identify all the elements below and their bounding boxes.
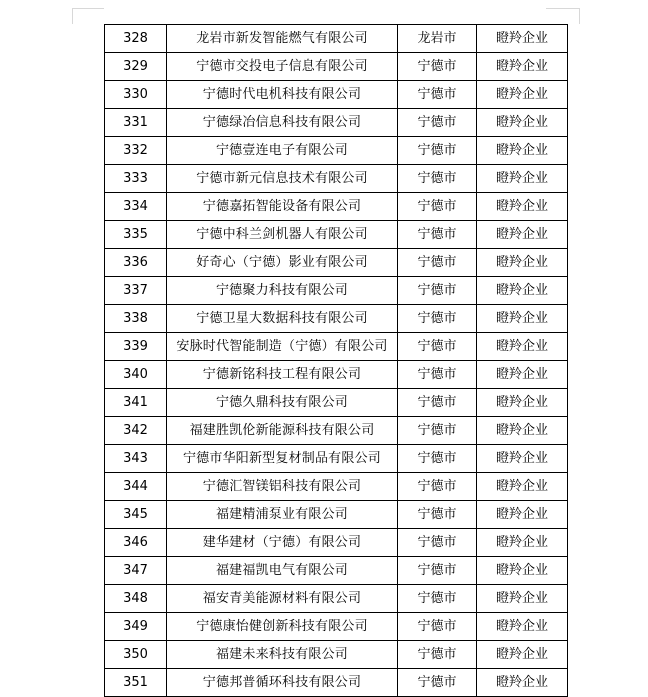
cell-city: 宁德市 <box>398 417 477 445</box>
table-row <box>105 389 568 417</box>
cell-index: 331 <box>105 109 167 137</box>
cell-category: 瞪羚企业 <box>477 473 568 501</box>
cell-category: 瞪羚企业 <box>477 81 568 109</box>
table-row <box>105 193 568 221</box>
company-list-table-body <box>105 25 568 697</box>
table-row <box>105 361 568 389</box>
cell-city: 龙岩市 <box>398 25 477 53</box>
table-row <box>105 529 568 557</box>
cell-category: 瞪羚企业 <box>477 221 568 249</box>
cell-category: 瞪羚企业 <box>477 641 568 669</box>
cell-company-name: 宁德邦普循环科技有限公司 <box>167 669 398 697</box>
cell-index: 350 <box>105 641 167 669</box>
table-row <box>105 25 568 53</box>
table-row <box>105 613 568 641</box>
cell-index: 344 <box>105 473 167 501</box>
cell-index: 342 <box>105 417 167 445</box>
company-list-table-container <box>104 24 568 697</box>
cell-company-name: 宁德壹连电子有限公司 <box>167 137 398 165</box>
cell-company-name: 宁德嘉拓智能设备有限公司 <box>167 193 398 221</box>
cell-company-name: 好奇心（宁德）影业有限公司 <box>167 249 398 277</box>
cell-index: 332 <box>105 137 167 165</box>
table-row <box>105 585 568 613</box>
cell-index: 333 <box>105 165 167 193</box>
cell-category: 瞪羚企业 <box>477 445 568 473</box>
cell-city: 宁德市 <box>398 333 477 361</box>
cell-index: 349 <box>105 613 167 641</box>
cell-company-name: 福建精浦泵业有限公司 <box>167 501 398 529</box>
cell-city: 宁德市 <box>398 445 477 473</box>
cell-company-name: 安脉时代智能制造（宁德）有限公司 <box>167 333 398 361</box>
cell-category: 瞪羚企业 <box>477 501 568 529</box>
cell-city: 宁德市 <box>398 109 477 137</box>
page-margin-guide-top-right-vertical <box>579 8 580 24</box>
cell-index: 351 <box>105 669 167 697</box>
cell-category: 瞪羚企业 <box>477 109 568 137</box>
cell-category: 瞪羚企业 <box>477 25 568 53</box>
cell-city: 宁德市 <box>398 305 477 333</box>
table-row <box>105 109 568 137</box>
cell-city: 宁德市 <box>398 249 477 277</box>
table-row <box>105 277 568 305</box>
cell-index: 338 <box>105 305 167 333</box>
cell-city: 宁德市 <box>398 669 477 697</box>
cell-company-name: 宁德卫星大数据科技有限公司 <box>167 305 398 333</box>
cell-category: 瞪羚企业 <box>477 417 568 445</box>
cell-company-name: 福建福凯电气有限公司 <box>167 557 398 585</box>
cell-category: 瞪羚企业 <box>477 165 568 193</box>
cell-city: 宁德市 <box>398 137 477 165</box>
cell-category: 瞪羚企业 <box>477 389 568 417</box>
cell-city: 宁德市 <box>398 165 477 193</box>
cell-category: 瞪羚企业 <box>477 249 568 277</box>
cell-company-name: 宁德市交投电子信息有限公司 <box>167 53 398 81</box>
cell-category: 瞪羚企业 <box>477 53 568 81</box>
table-row <box>105 249 568 277</box>
cell-index: 346 <box>105 529 167 557</box>
cell-index: 347 <box>105 557 167 585</box>
cell-city: 宁德市 <box>398 557 477 585</box>
cell-index: 330 <box>105 81 167 109</box>
cell-company-name: 宁德新铭科技工程有限公司 <box>167 361 398 389</box>
cell-index: 335 <box>105 221 167 249</box>
cell-category: 瞪羚企业 <box>477 305 568 333</box>
cell-category: 瞪羚企业 <box>477 557 568 585</box>
cell-index: 339 <box>105 333 167 361</box>
table-row <box>105 333 568 361</box>
cell-company-name: 宁德中科兰剑机器人有限公司 <box>167 221 398 249</box>
cell-city: 宁德市 <box>398 473 477 501</box>
cell-index: 341 <box>105 389 167 417</box>
table-row <box>105 445 568 473</box>
cell-index: 348 <box>105 585 167 613</box>
cell-city: 宁德市 <box>398 389 477 417</box>
cell-city: 宁德市 <box>398 221 477 249</box>
table-row <box>105 165 568 193</box>
cell-city: 宁德市 <box>398 501 477 529</box>
cell-city: 宁德市 <box>398 81 477 109</box>
cell-company-name: 宁德康怡健创新科技有限公司 <box>167 613 398 641</box>
cell-category: 瞪羚企业 <box>477 585 568 613</box>
cell-company-name: 宁德汇智镁铝科技有限公司 <box>167 473 398 501</box>
cell-category: 瞪羚企业 <box>477 669 568 697</box>
cell-city: 宁德市 <box>398 361 477 389</box>
cell-index: 340 <box>105 361 167 389</box>
cell-company-name: 宁德聚力科技有限公司 <box>167 277 398 305</box>
cell-company-name: 宁德绿冶信息科技有限公司 <box>167 109 398 137</box>
cell-company-name: 宁德市新元信息技术有限公司 <box>167 165 398 193</box>
cell-company-name: 宁德时代电机科技有限公司 <box>167 81 398 109</box>
table-row <box>105 669 568 697</box>
cell-category: 瞪羚企业 <box>477 137 568 165</box>
table-row <box>105 53 568 81</box>
cell-company-name: 龙岩市新发智能燃气有限公司 <box>167 25 398 53</box>
cell-category: 瞪羚企业 <box>477 529 568 557</box>
cell-index: 328 <box>105 25 167 53</box>
table-row <box>105 305 568 333</box>
table-row <box>105 641 568 669</box>
cell-company-name: 宁德久鼎科技有限公司 <box>167 389 398 417</box>
cell-category: 瞪羚企业 <box>477 333 568 361</box>
cell-city: 宁德市 <box>398 53 477 81</box>
table-row <box>105 417 568 445</box>
cell-index: 337 <box>105 277 167 305</box>
cell-city: 宁德市 <box>398 641 477 669</box>
cell-city: 宁德市 <box>398 585 477 613</box>
page-margin-guide-top-right-horizontal <box>546 8 580 9</box>
cell-index: 336 <box>105 249 167 277</box>
cell-city: 宁德市 <box>398 613 477 641</box>
table-row <box>105 473 568 501</box>
cell-company-name: 福安青美能源材料有限公司 <box>167 585 398 613</box>
cell-company-name: 福建未来科技有限公司 <box>167 641 398 669</box>
cell-index: 334 <box>105 193 167 221</box>
cell-category: 瞪羚企业 <box>477 613 568 641</box>
table-row <box>105 137 568 165</box>
cell-index: 329 <box>105 53 167 81</box>
cell-company-name: 宁德市华阳新型复材制品有限公司 <box>167 445 398 473</box>
page-margin-guide-top-left-vertical <box>72 8 73 24</box>
table-row <box>105 81 568 109</box>
cell-category: 瞪羚企业 <box>477 361 568 389</box>
company-list-table <box>104 24 568 697</box>
table-row <box>105 221 568 249</box>
cell-city: 宁德市 <box>398 193 477 221</box>
cell-company-name: 福建胜凯伦新能源科技有限公司 <box>167 417 398 445</box>
cell-city: 宁德市 <box>398 277 477 305</box>
table-row <box>105 557 568 585</box>
cell-category: 瞪羚企业 <box>477 193 568 221</box>
cell-city: 宁德市 <box>398 529 477 557</box>
cell-index: 343 <box>105 445 167 473</box>
table-row <box>105 501 568 529</box>
cell-index: 345 <box>105 501 167 529</box>
page-margin-guide-top-left-horizontal <box>72 8 104 9</box>
cell-category: 瞪羚企业 <box>477 277 568 305</box>
cell-company-name: 建华建材（宁德）有限公司 <box>167 529 398 557</box>
